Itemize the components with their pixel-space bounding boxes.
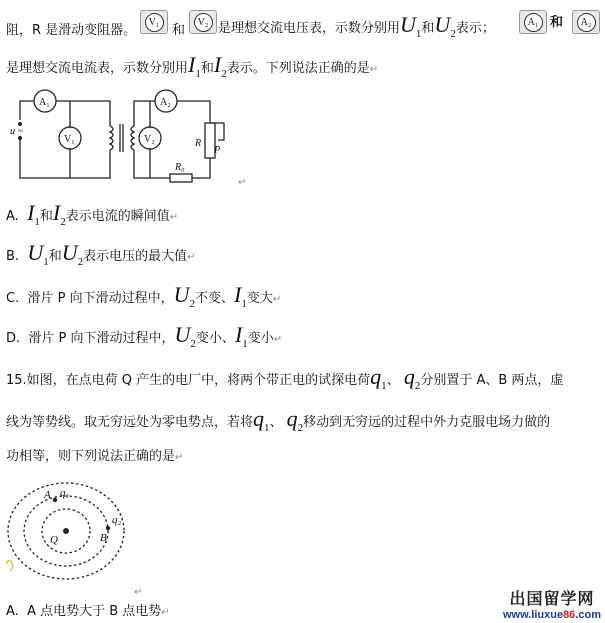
option-14-a: A. $I_1$和$I_2$表示电流的瞬间值↵ [6,200,179,228]
option-14-b: B. $U_1$和$U_2$表示电压的最大值↵ [6,240,196,268]
intro-line-1 [6,22,136,40]
paragraph-mark: ↵ [238,177,247,188]
question-15-line-1: 15.如图，在点电荷 Q 产生的电厂中，将两个带正电的试探电荷$q_1$、 $q_2$分别置于 A、B 两点，虚 [6,364,564,392]
equipotential-field-diagram [4,478,144,590]
charge-q1-label: q₁ [60,487,70,499]
voltmeter-v2-label: V₂ [144,134,155,145]
intro-line-2: 是理想交流电流表，示数分别用$I_1$和$I_2$表示。下列说法正确的是↵ [6,52,379,80]
question-15-line-3: 功相等，则下列说法正确的是↵ [6,449,184,464]
option-15-a: A. A 点电势大于 B 点电势↵ [6,604,170,619]
watermark-cn: 出国留学网 [509,589,595,608]
point-charge-q-label: Q [50,534,58,546]
paragraph-mark: ↵ [134,587,143,598]
transformer-circuit-diagram [10,88,225,186]
point-a-label: A [44,489,51,501]
intro-line-1b: 是理想交流电压表，示数分别用$U_1$和$U_2$表示； [218,12,495,40]
point-b-label: B [100,532,107,544]
question-15-line-2: 线为等势线。取无穷远处为零电势点，若将$q_1$、 $q_2$移动到无穷远的过程中外力克服电场力做的 [6,406,551,434]
source-label: u ~ [10,126,23,137]
charge-q2-label: q₂ [112,514,122,526]
ammeter-a2-icon: A₂ [572,10,600,34]
voltmeter-v1-icon: V₁ [140,10,168,34]
voltmeter-v2-icon: V₂ [189,10,217,34]
option-14-c: C. 滑片 P 向下滑动过程中，$U_2$不变、$I_1$变大↵ [6,282,282,310]
ammeter-a1-label: A₁ [39,97,50,108]
ammeter-a1-icon: A₁ [519,10,547,34]
site-watermark [503,586,601,621]
intro-and-1: 和 [172,23,186,38]
ammeter-a2-label: A₂ [160,97,171,108]
option-14-d: D. 滑片 P 向下滑动过程中，$U_2$变小、$I_1$变小↵ [6,322,283,350]
resistor-r0-label: R₀ [175,162,185,173]
rheostat-label: R [195,138,202,149]
watermark-url: www.liuxue86.com [502,609,601,621]
intro-text: 阻，R 是滑动变阻器。 [6,23,137,38]
slider-label: P [214,145,221,156]
voltmeter-v1-label: V₁ [64,134,75,145]
intro-and-2: 和 [550,15,564,30]
